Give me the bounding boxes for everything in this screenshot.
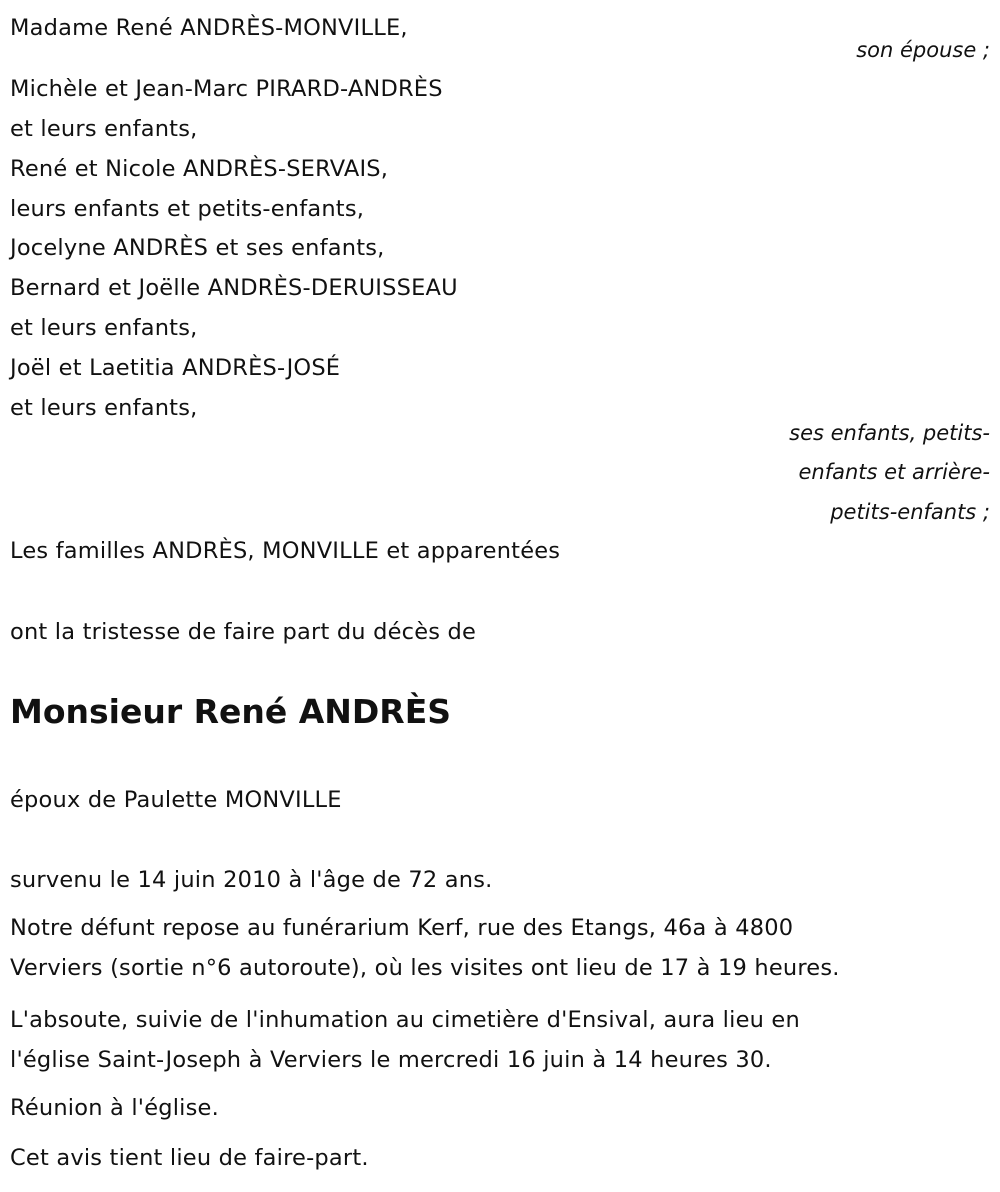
deceased-name: Monsieur René ANDRÈS <box>10 692 452 731</box>
children-line: Bernard et Joëlle ANDRÈS-DERUISSEAU <box>10 275 458 301</box>
spouse-name: Madame René ANDRÈS-MONVILLE, <box>10 15 408 41</box>
detail-line: L'absoute, suivie de l'inhumation au cimetière d'Ensival, aura lieu en <box>10 1007 800 1033</box>
children-line: leurs enfants et petits-enfants, <box>10 196 365 222</box>
spouse-relation: son épouse ; <box>856 38 990 62</box>
detail-line: Verviers (sortie n°6 autoroute), où les visites ont lieu de 17 à 19 heures. <box>10 955 840 981</box>
children-line: Michèle et Jean-Marc PIRARD-ANDRÈS <box>10 76 443 102</box>
detail-line: survenu le 14 juin 2010 à l'âge de 72 ans. <box>10 867 493 893</box>
families: Les familles ANDRÈS, MONVILLE et apparentées <box>10 538 561 564</box>
children-relation: enfants et arrière- <box>798 460 990 484</box>
children-line: et leurs enfants, <box>10 395 198 421</box>
children-relation: ses enfants, petits- <box>789 421 990 445</box>
announcement: ont la tristesse de faire part du décès de <box>10 619 477 645</box>
detail-line: Réunion à l'église. <box>10 1095 219 1121</box>
children-line: et leurs enfants, <box>10 116 198 142</box>
detail-line: l'église Saint-Joseph à Verviers le mercredi 16 juin à 14 heures 30. <box>10 1047 772 1073</box>
husband-of: époux de Paulette MONVILLE <box>10 787 342 813</box>
children-line: Jocelyne ANDRÈS et ses enfants, <box>10 235 385 261</box>
children-line: René et Nicole ANDRÈS-SERVAIS, <box>10 156 389 182</box>
detail-line: Cet avis tient lieu de faire-part. <box>10 1145 369 1171</box>
children-relation: petits-enfants ; <box>830 500 990 524</box>
children-line: et leurs enfants, <box>10 315 198 341</box>
detail-line: Notre défunt repose au funérarium Kerf, rue des Etangs, 46a à 4800 <box>10 915 794 941</box>
children-line: Joël et Laetitia ANDRÈS-JOSÉ <box>10 355 341 381</box>
